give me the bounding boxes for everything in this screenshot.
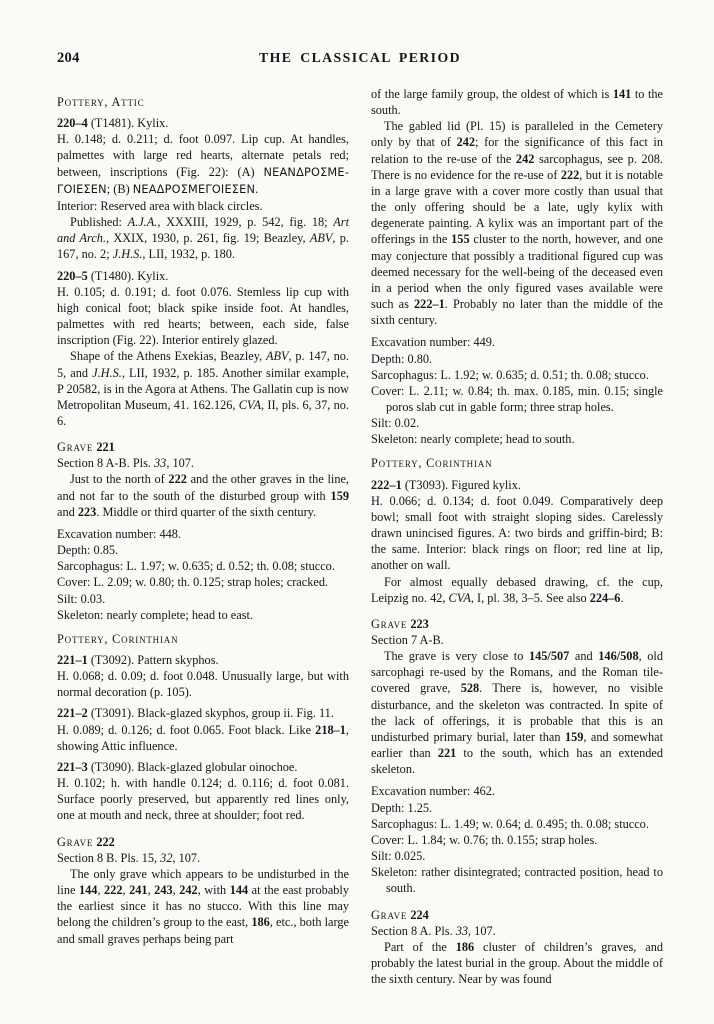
text-run: , and somewhat earlier than	[371, 729, 663, 761]
paragraph	[57, 775, 349, 823]
measurement-list	[57, 526, 349, 623]
text-run: Skeleton: nearly complete; head to south.	[371, 432, 575, 447]
text-run: Skeleton: rather disintegrated; contracted position, head to south.	[371, 865, 663, 896]
paragraph	[57, 348, 349, 429]
text-run: ,	[147, 883, 155, 898]
text-run: 222	[168, 472, 187, 487]
text-run: 144	[229, 883, 249, 898]
measurement-line	[371, 783, 663, 799]
text-run: 146/508	[598, 649, 639, 664]
text-run: Section 7 A-B.	[371, 633, 444, 647]
running-header	[57, 50, 663, 66]
text-run: .	[620, 590, 624, 605]
measurement-line	[371, 832, 663, 848]
text-run: 141	[612, 87, 632, 101]
text-run: , showing Attic influence.	[57, 722, 349, 753]
text-run: Excavation number: 449.	[371, 335, 495, 350]
inscription-text: ΝΕΑΔΡΟΣΜΕΓΟΙΕΣΕΝ	[132, 182, 256, 196]
text-run: ABV	[309, 231, 333, 246]
paragraph	[371, 493, 663, 574]
paragraph	[371, 648, 663, 777]
paragraph	[57, 668, 349, 700]
text-run: 221	[437, 746, 457, 761]
text-run: Section 8 A-B. Pls.	[57, 456, 155, 471]
text-run: 222–1	[414, 297, 445, 312]
text-run: , etc., both large and small graves perhaps being part	[57, 915, 349, 946]
text-run: 155	[451, 232, 470, 247]
measurement-line	[57, 607, 349, 623]
measurement-line	[57, 591, 349, 607]
text-run: , but it is notable in a large grave with a cover more costly than usual that the only offering should be a late, ugly kylix with degenerate painting. A kylix was an important part of the offerings in the	[371, 167, 663, 247]
measurement-line	[371, 367, 663, 383]
text-run: , II, pls. 6, 37, no. 6.	[57, 397, 349, 428]
paragraph	[57, 131, 349, 198]
text-run: H. 0.089; d. 0.126; d. foot 0.065. Foot black. Like	[57, 722, 316, 737]
text-run: Just to the north of	[70, 472, 169, 487]
section-heading	[371, 455, 663, 471]
text-run: cluster of children’s graves, and probably the latest burial in the group. About the middle of the sixth century. Near by was found	[371, 939, 663, 987]
paragraph	[371, 632, 663, 648]
text-run: Cover: L. 2.09; w. 0.80; th. 0.125; strap holes; cracked.	[57, 575, 329, 590]
text-run: , 107.	[468, 923, 496, 938]
section-heading	[57, 94, 349, 110]
text-run: of the large family group, the oldest of which is	[371, 87, 613, 101]
text-run: ,	[172, 883, 180, 898]
text-run: ABV	[265, 349, 289, 364]
text-run: Silt: 0.03.	[57, 591, 106, 606]
text-run: 220–5	[57, 268, 88, 283]
text-run: 32	[160, 850, 173, 865]
text-run: 221	[96, 440, 115, 455]
text-run: J.H.S.	[112, 247, 143, 262]
left-column	[57, 86, 349, 987]
text-run: 224	[410, 907, 429, 922]
text-run: and	[57, 504, 78, 519]
text-run: 223	[410, 616, 429, 631]
text-run: 186	[455, 939, 475, 954]
text-run: H. 0.148; d. 0.211; d. foot 0.097. Lip cup. At handles, palmettes with large red hearts, alternate petals red; between, inscriptions (Fig. 22): (A)	[57, 132, 349, 179]
grave-heading	[57, 439, 349, 455]
text-run: 243	[154, 883, 173, 898]
right-column	[371, 86, 663, 987]
grave-heading	[371, 907, 663, 923]
paragraph	[57, 850, 349, 866]
grave-heading	[57, 834, 349, 850]
grave-heading	[371, 616, 663, 632]
text-run: (T3093). Figured kylix.	[401, 477, 521, 492]
text-run: , I, pl. 38, 3–5. See also	[470, 590, 590, 605]
text-run: , LII, 1932, p. 185. Another similar example, P 20582, is in the Agora at Athens. The Gallatin cup is now Metropolitan Museum, 41. 162.126,	[57, 365, 349, 412]
paragraph	[57, 455, 349, 471]
text-run: . There is, however, no visible disturbance, and the skeleton was contracted. In spite of the lack of offerings, it is probable that this is an undisturbed primary burial, later than	[371, 681, 663, 744]
text-run: , 107.	[166, 456, 194, 471]
text-run: Published:	[70, 215, 128, 230]
text-run: at the east probably the earliest since it has no stucco. With this line may belong the children’s group to the east,	[57, 883, 349, 930]
text-run: ,	[97, 883, 105, 898]
text-run: 218–1	[315, 722, 346, 737]
measurement-line	[57, 526, 349, 542]
text-run: Grave	[371, 616, 408, 631]
measurement-line	[371, 415, 663, 431]
paragraph	[371, 86, 663, 118]
text-run: Depth: 0.80.	[371, 351, 433, 366]
text-run: (T1480). Kylix.	[87, 268, 169, 283]
text-run: and	[569, 649, 599, 664]
text-run: Depth: 1.25.	[371, 800, 433, 815]
text-run: . Probably no later than the middle of the sixth century.	[371, 297, 663, 328]
text-run: 223	[77, 504, 97, 519]
text-run: Pottery, Corinthian	[371, 456, 493, 471]
entry-title	[371, 477, 663, 493]
text-run: Sarcophagus: L. 1.49; w. 0.64; d. 0.495; th. 0.08; stucco.	[371, 816, 649, 831]
paragraph	[57, 214, 349, 262]
text-run: (T3092). Pattern skyphos.	[87, 653, 219, 667]
text-run: cluster to the north, however, and one may conjecture that possibly a traditional figured cup was deemed necessary for the well-being of the deceased even in a period when the only figured vases available were such as	[371, 232, 663, 312]
text-run: . Middle or third quarter of the sixth century.	[96, 504, 317, 519]
paragraph	[371, 939, 663, 987]
text-run: ; for the significance of this fact in relation to the re-use of the	[371, 135, 663, 166]
entry-title	[57, 268, 349, 284]
text-run: H. 0.105; d. 0.191; d. foot 0.076. Stemless lip cup with high conical foot; black spike inside foot. At handles, palmettes with red hearts; between, each side, false inscription (Fig. 22). Interior entirely glazed.	[57, 284, 349, 348]
entry-title	[57, 115, 349, 131]
text-run: 222–1	[371, 477, 402, 492]
text-run: , XXXIII, 1929, p. 542, fig. 18;	[157, 215, 334, 230]
measurement-line	[371, 816, 663, 832]
text-columns	[57, 86, 663, 987]
measurement-line	[57, 558, 349, 574]
text-run: Excavation number: 462.	[371, 784, 495, 799]
text-run: 241	[129, 883, 148, 898]
section-heading	[57, 631, 349, 647]
text-run: 242	[515, 151, 535, 166]
text-run: Grave	[371, 907, 408, 922]
measurement-list	[371, 334, 663, 447]
entry-title	[57, 652, 349, 668]
text-run: Silt: 0.025.	[371, 849, 426, 864]
text-run: H. 0.066; d. 0.134; d. foot 0.049. Comparatively deep bowl; small foot with straight sloping sides. Carelessly drawn unincised figures. A: two birds and griffin-bird; B: the same. Interior: black rings on floor; red line at lip, another on wall.	[371, 493, 663, 573]
text-run: to the south.	[371, 87, 663, 118]
text-run: 242	[179, 883, 198, 898]
text-run: 224–6	[589, 590, 621, 605]
text-run: Skeleton: nearly complete; head to east.	[57, 607, 253, 622]
text-run: 222	[560, 167, 580, 182]
measurement-line	[371, 334, 663, 350]
text-run: H. 0.068; d. 0.09; d. foot 0.048. Unusually large, but with normal decoration (p. 105).	[57, 669, 349, 700]
text-run: , 107.	[172, 850, 201, 865]
text-run: Section 8 B. Pls. 15,	[57, 850, 161, 865]
paragraph	[371, 118, 663, 328]
measurement-line	[371, 431, 663, 447]
text-run: Depth: 0.85.	[57, 543, 119, 558]
text-run: Shape of the Athens Exekias, Beazley,	[70, 349, 266, 364]
text-run: The grave is very close to	[384, 649, 529, 664]
text-run: 221–3	[57, 759, 88, 774]
text-run: 186	[251, 915, 270, 930]
text-run: Cover: L. 1.84; w. 0.76; th. 0.155; strap holes.	[371, 832, 598, 847]
text-run: 33	[455, 923, 469, 938]
text-run: Pottery, Attic	[57, 95, 145, 109]
text-run: ; (B)	[106, 181, 133, 196]
text-run: 220–4	[57, 116, 88, 131]
paragraph	[57, 722, 349, 754]
text-run: A.J.A.	[127, 215, 158, 230]
text-run: 159	[564, 729, 584, 744]
text-run: , LII, 1932, p. 180.	[142, 247, 235, 262]
text-run: Grave	[57, 834, 94, 849]
text-run: 528	[460, 681, 480, 696]
paragraph	[57, 198, 349, 214]
text-run: Excavation number: 448.	[57, 526, 181, 541]
entry-title	[57, 705, 349, 721]
text-run: The only grave which appears to be undisturbed in the line	[57, 866, 349, 898]
text-run: 144	[78, 883, 98, 898]
text-run: , with	[197, 883, 230, 898]
text-run: CVA	[238, 397, 262, 412]
text-run: , XXIX, 1930, p. 261, fig. 19; Beazley,	[106, 231, 310, 246]
text-run: H. 0.102; h. with handle 0.124; d. 0.116; d. foot 0.081. Surface poorly preserved, but apparently red lines only, one at mouth and neck, three at shoulder; foot red.	[57, 776, 349, 823]
text-run: 242	[456, 135, 476, 150]
paragraph	[57, 284, 349, 349]
paragraph	[57, 471, 349, 519]
text-run: Sarcophagus: L. 1.97; w. 0.635; d. 0.52; th. 0.08; stucco.	[57, 559, 335, 574]
text-run: 222	[104, 883, 123, 898]
text-run: ,	[122, 883, 130, 898]
measurement-line	[371, 383, 663, 415]
text-run: For almost equally debased drawing, cf. the cup, Leipzig no. 42,	[371, 574, 663, 605]
page-title: THE CLASSICAL PERIOD	[259, 50, 461, 65]
paragraph	[371, 923, 663, 939]
text-run: 221–2	[57, 706, 88, 721]
measurement-list	[371, 783, 663, 896]
text-run: 159	[330, 488, 349, 503]
text-run: Art and Arch.	[57, 215, 350, 246]
text-run: sarcophagus, see p. 208. There is no evidence for the re-use of	[371, 151, 663, 182]
paragraph	[371, 574, 663, 606]
measurement-line	[57, 542, 349, 558]
measurement-line	[371, 351, 663, 367]
inscription-text: ΝΕΑΝΔΡΟΣΜΕ-ΓΟΙΕΣΕΝ	[57, 165, 349, 196]
measurement-line	[57, 574, 349, 590]
text-run: Part of the	[384, 939, 456, 954]
text-run: Cover: L. 2.11; w. 0.84; th. max. 0.185, min. 0.15; single poros slab cut in gable form; three strap holes.	[371, 383, 663, 414]
measurement-line	[371, 848, 663, 864]
text-run: Interior: Reserved area with black circles.	[57, 198, 263, 213]
text-run: Silt: 0.02.	[371, 416, 420, 431]
page-number: 204	[57, 50, 80, 66]
text-run: (T3091). Black-glazed skyphos, group ii. Fig. 11.	[87, 706, 334, 721]
text-run: 33	[154, 456, 167, 471]
text-run: Sarcophagus: L. 1.92; w. 0.635; d. 0.51; th. 0.08; stucco.	[371, 367, 649, 382]
text-run: , old sarcophagi re-used by the Romans, and the Roman tile-covered grave,	[371, 649, 663, 696]
text-run: , p. 147, no. 5, and	[57, 349, 349, 380]
text-run: J.H.S.	[92, 365, 122, 380]
text-run: and the other graves in the line, and not far to the south of the disturbed group with	[57, 472, 349, 503]
text-run: , p. 167, no. 2;	[57, 231, 349, 262]
text-run: (T3090). Black-glazed globular oinochoe.	[87, 759, 298, 774]
measurement-line	[371, 864, 663, 896]
text-run: Pottery, Corinthian	[57, 631, 179, 646]
text-run: Section 8 A. Pls.	[371, 923, 456, 938]
entry-title	[57, 759, 349, 775]
paragraph	[57, 866, 349, 947]
text-run: to the south, which has an extended skeleton.	[371, 746, 663, 777]
text-run: .	[255, 181, 259, 196]
text-run: 145/507	[528, 649, 570, 664]
text-run: 222	[96, 834, 115, 849]
text-run: The gabled lid (Pl. 15) is paralleled in the Cemetery only by that of	[371, 119, 663, 150]
text-run: (T1481). Kylix.	[87, 116, 169, 131]
text-run: 221–1	[57, 653, 88, 667]
text-run: Grave	[57, 440, 94, 455]
measurement-line	[371, 800, 663, 816]
page-content	[57, 50, 663, 987]
text-run: CVA	[448, 590, 471, 605]
